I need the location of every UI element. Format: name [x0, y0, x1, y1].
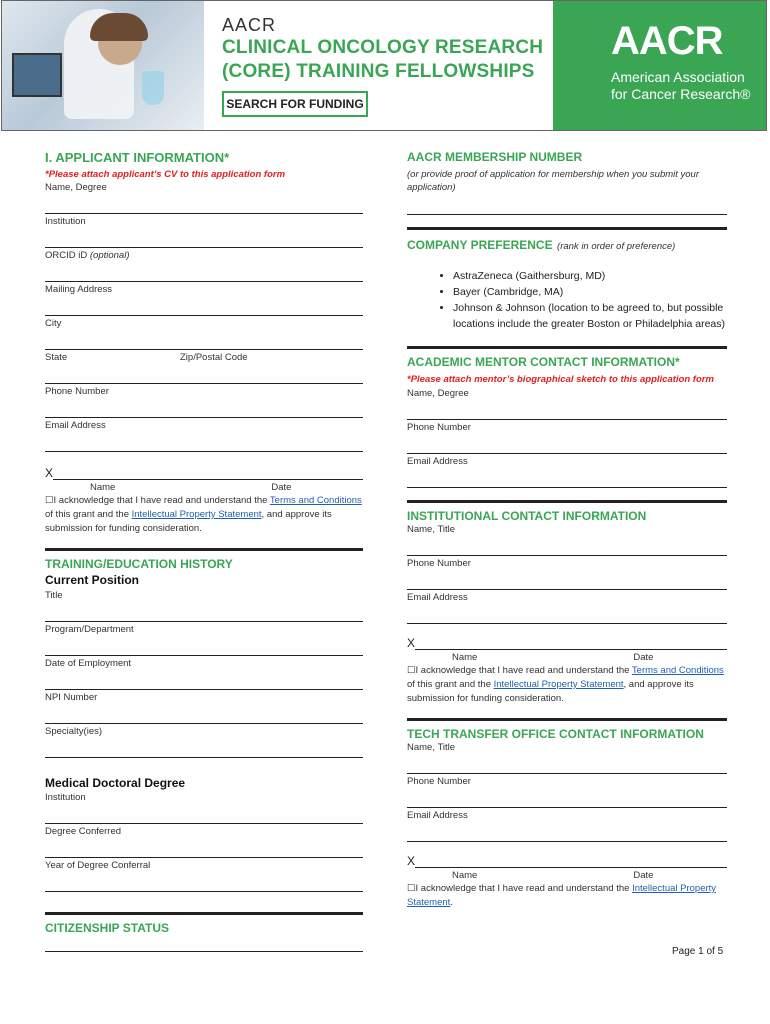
- banner-program-line2: (CORE) TRAINING FELLOWSHIPS: [222, 61, 535, 82]
- tto-acknowledgement: [407, 882, 727, 910]
- aacr-logo-subtitle: [611, 69, 750, 103]
- mentor-email-label: Email Address: [407, 456, 468, 467]
- city-label: City: [45, 318, 62, 329]
- logo-sub-line2: for Cancer Research®: [611, 86, 751, 102]
- inst-email-field[interactable]: [407, 609, 727, 624]
- applicant-heading: I. APPLICANT INFORMATION*: [45, 150, 230, 165]
- tto-signature-captions: [407, 870, 727, 881]
- applicant-signature-row[interactable]: [45, 466, 363, 480]
- inst-name-field[interactable]: [407, 541, 727, 556]
- tto-phone-label: Phone Number: [407, 776, 471, 787]
- mentor-heading: ACADEMIC MENTOR CONTACT INFORMATION*: [407, 355, 680, 369]
- ip-statement-link[interactable]: Intellectual Property Statement: [493, 679, 624, 690]
- date-employment-field[interactable]: [45, 675, 363, 690]
- inst-phone-label: Phone Number: [407, 558, 471, 569]
- signature-name-caption: Name: [90, 482, 116, 493]
- zip-label: Zip/Postal Code: [180, 352, 248, 363]
- applicant-acknowledgement: [45, 494, 363, 536]
- company-item: • Johnson & Johnson (location to be agreed to, but possible locations include the greater Boston or Philadelphia areas): [453, 300, 727, 332]
- signature-x: X: [45, 466, 54, 480]
- state-label: State: [45, 352, 68, 363]
- phone-field[interactable]: [45, 403, 363, 418]
- company-section: [407, 227, 727, 254]
- tto-signature-line[interactable]: [415, 855, 727, 868]
- acknowledge-checkbox[interactable]: ☐: [407, 665, 416, 676]
- training-section: [45, 548, 363, 571]
- citizenship-field[interactable]: [45, 937, 363, 952]
- signature-name-caption: Name: [452, 652, 478, 663]
- orcid-optional: (optional): [89, 250, 130, 261]
- inst-email-label: Email Address: [407, 592, 468, 603]
- ack-text-pre: I acknowledge that I have read and understand the: [415, 665, 632, 676]
- mentor-name-label: Name, Degree: [407, 388, 469, 399]
- ack-text-post: , and approve its submission for funding consideration.: [45, 509, 332, 534]
- institutional-signature-captions: [407, 652, 727, 663]
- tech-transfer-heading: TECH TRANSFER OFFICE CONTACT INFORMATION: [407, 727, 704, 741]
- left-column: [45, 150, 363, 952]
- company-item: • AstraZeneca (Gaithersburg, MD): [453, 268, 727, 284]
- company-list: [407, 268, 727, 332]
- training-heading: TRAINING/EDUCATION HISTORY: [45, 557, 233, 571]
- tto-signature-row[interactable]: [407, 854, 727, 868]
- tto-phone-field[interactable]: [407, 793, 727, 808]
- mentor-name-field[interactable]: [407, 405, 727, 420]
- date-employment-label: Date of Employment: [45, 658, 132, 669]
- email-field[interactable]: [45, 437, 363, 452]
- logo-sub-line1: American Association: [611, 69, 745, 85]
- md-institution-label: Institution: [45, 792, 86, 803]
- signature-x: X: [407, 636, 416, 650]
- specialty-label: Specialty(ies): [45, 726, 103, 737]
- right-column: [407, 150, 727, 910]
- aacr-logo: AACR: [611, 19, 723, 63]
- citizenship-heading: CITIZENSHIP STATUS: [45, 921, 170, 935]
- degree-conferred-label: Degree Conferred: [45, 826, 122, 837]
- ack-text-post: .: [450, 897, 453, 908]
- acknowledge-checkbox[interactable]: ☐: [407, 883, 416, 894]
- signature-date-caption: Date: [271, 482, 292, 493]
- mailing-label: Mailing Address: [45, 284, 113, 295]
- city-field[interactable]: [45, 335, 363, 350]
- orcid-label: [45, 250, 363, 261]
- citizenship-section: [45, 912, 363, 935]
- tto-email-label: Email Address: [407, 810, 468, 821]
- md-institution-field[interactable]: [45, 809, 363, 824]
- company-heading: COMPANY PREFERENCE: [407, 238, 553, 252]
- inst-phone-field[interactable]: [407, 575, 727, 590]
- institutional-signature-line[interactable]: [415, 637, 727, 650]
- banner-org: AACR: [222, 15, 277, 35]
- membership-field[interactable]: [407, 200, 727, 215]
- terms-link[interactable]: Terms and Conditions: [631, 665, 724, 676]
- applicant-signature-line[interactable]: [53, 467, 363, 480]
- orcid-field[interactable]: [45, 267, 363, 282]
- mentor-phone-label: Phone Number: [407, 422, 471, 433]
- membership-heading: AACR MEMBERSHIP NUMBER: [407, 150, 583, 164]
- tech-transfer-section: [407, 718, 727, 741]
- inst-name-label: Name, Title: [407, 524, 456, 535]
- specialty-field[interactable]: [45, 743, 363, 758]
- company-heading-note: (rank in order of preference): [557, 241, 676, 252]
- acknowledge-checkbox[interactable]: ☐: [45, 495, 54, 506]
- program-label: Program/Department: [45, 624, 134, 635]
- applicant-signature-captions: [45, 482, 363, 493]
- program-field[interactable]: [45, 641, 363, 656]
- banner-program-line1: CLINICAL ONCOLOGY RESEARCH: [222, 37, 544, 58]
- tto-name-field[interactable]: [407, 759, 727, 774]
- ack-text-mid: of this grant and the: [45, 509, 132, 520]
- institutional-section: [407, 500, 727, 523]
- title-field[interactable]: [45, 607, 363, 622]
- mentor-note: *Please attach mentor’s biographical sketch to this application form: [407, 374, 714, 385]
- flask-image: [142, 71, 164, 105]
- institution-label: Institution: [45, 216, 86, 227]
- ip-statement-link[interactable]: Intellectual Property Statement: [131, 509, 262, 520]
- mailing-field[interactable]: [45, 301, 363, 316]
- ack-text-pre: I acknowledge that I have read and understand the: [415, 883, 633, 894]
- aacr-logo-panel: [553, 1, 767, 131]
- npi-field[interactable]: [45, 709, 363, 724]
- monitor-image: [12, 53, 62, 97]
- tto-name-label: Name, Title: [407, 742, 456, 753]
- year-conferral-field[interactable]: [45, 877, 363, 892]
- phone-label: Phone Number: [45, 386, 109, 397]
- medical-degree-heading: Medical Doctoral Degree: [45, 776, 186, 790]
- signature-name-caption: Name: [452, 870, 478, 881]
- institutional-acknowledgement: [407, 664, 727, 706]
- institutional-heading: INSTITUTIONAL CONTACT INFORMATION: [407, 509, 647, 523]
- signature-date-caption: Date: [633, 870, 654, 881]
- terms-link[interactable]: Terms and Conditions: [269, 495, 362, 506]
- hair-image: [90, 13, 148, 41]
- ack-text-post: , and approve its submission for funding consideration.: [407, 679, 694, 704]
- ack-text-pre: I acknowledge that I have read and understand the: [53, 495, 270, 506]
- ip-statement-link[interactable]: Intellectual Property Statement: [407, 883, 717, 908]
- email-label: Email Address: [45, 420, 106, 431]
- npi-label: NPI Number: [45, 692, 98, 703]
- year-conferral-label: Year of Degree Conferral: [45, 860, 151, 871]
- mentor-section: [407, 346, 727, 369]
- institutional-signature-row[interactable]: [407, 636, 727, 650]
- search-for-funding-button[interactable]: SEARCH FOR FUNDING: [222, 91, 368, 117]
- institution-field[interactable]: [45, 233, 363, 248]
- state-zip-field[interactable]: [45, 369, 363, 384]
- mentor-email-field[interactable]: [407, 473, 727, 488]
- page-number: Page 1 of 5: [672, 946, 724, 957]
- tto-email-field[interactable]: [407, 827, 727, 842]
- company-item: • Bayer (Cambridge, MA): [453, 284, 727, 300]
- signature-date-caption: Date: [633, 652, 654, 663]
- ack-text-mid: of this grant and the: [407, 679, 494, 690]
- mentor-phone-field[interactable]: [407, 439, 727, 454]
- state-zip-labels: [45, 352, 363, 363]
- lab-photo: [2, 1, 204, 131]
- name-degree-field[interactable]: [45, 199, 363, 214]
- name-degree-label: Name, Degree: [45, 182, 107, 193]
- applicant-cv-note: *Please attach applicant’s CV to this application form: [45, 169, 286, 180]
- title-label: Title: [45, 590, 63, 601]
- current-position-heading: Current Position: [45, 573, 140, 587]
- degree-conferred-field[interactable]: [45, 843, 363, 858]
- header-banner: [1, 0, 767, 131]
- orcid-label-text: ORCID iD: [45, 250, 88, 261]
- membership-note: (or provide proof of application for membership when you submit your application): [407, 169, 700, 193]
- signature-x: X: [407, 854, 416, 868]
